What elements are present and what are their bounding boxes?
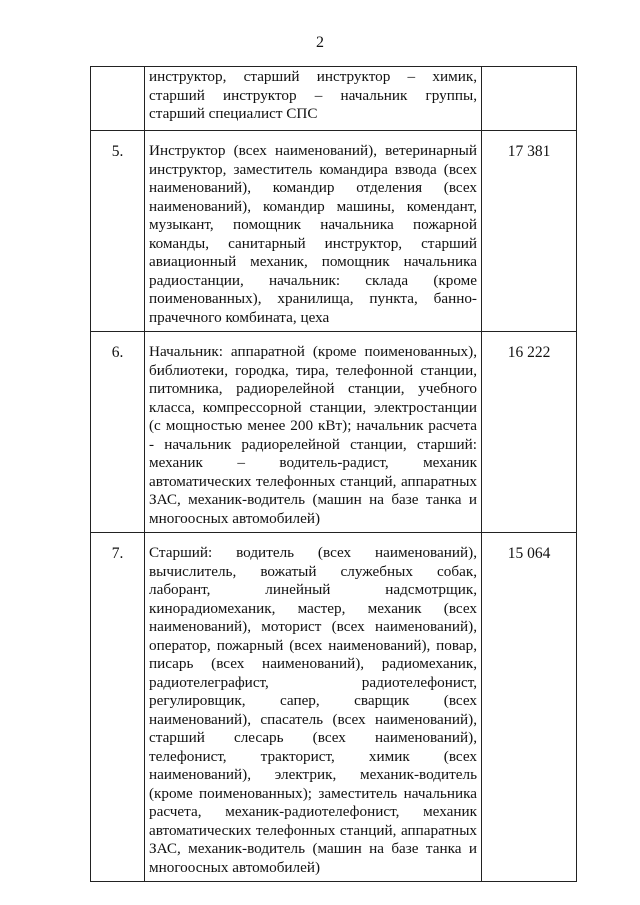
salary-value: 16 222: [482, 332, 577, 533]
position-description: [145, 533, 482, 882]
position-description: [145, 67, 482, 131]
salary-value: 17 381: [482, 131, 577, 332]
position-description: [145, 332, 482, 533]
salary-value: 15 064: [482, 533, 577, 882]
row-number: 6.: [91, 332, 145, 533]
description-text: инструктор, старший инструктор – химик, старший инструктор – начальник группы, старший специалист СПС: [149, 68, 477, 122]
description-text: Инструктор (всех наименований), ветеринарный инструктор, заместитель командира взвода (всех наименований), командир отделения (всех наименований), командир машины, комендант, музыкант, помощник начальника пожарной команды, санитарный инструктор, старший авиационный механик, помощник начальника радиостанции, начальник: склада (кроме поименованных), хранилища, пункта, банно-прачечного комбината, цеха: [149, 142, 477, 326]
description-text: Старший: водитель (всех наименований), вычислитель, вожатый служебных собак, лаборант, линейный надсмотрщик, кинорадиомеханик, мастер, механик (всех наименований), моторист (всех наименований), оператор, пожарный (всех наименований), повар, писарь (всех наименований), радиомеханик, радиотелеграфист, радиотелефонист, регулировщик, сапер, сварщик (всех наименований), спасатель (всех наименований), старший слесарь (всех наименований), телефонист, тракторист, химик (всех наименований), электрик, механик-водитель (кроме поименованных); заместитель начальника расчета, механик-радиотелефонист, механик автоматических телефонных станций, аппаратных ЗАС, механик-водитель (машин на базе танка и многоосных автомобилей): [149, 544, 477, 876]
row-number: 7.: [91, 533, 145, 882]
description-text: Начальник: аппаратной (кроме поименованных), библиотеки, городка, тира, телефонной станции, питомника, радиорелейной станции, учебного класса, компрессорной станции, электростанции (с мощностью менее 200 кВт); начальник расчета - начальник радиорелейной станции, старший: механик – водитель-радист, механик автоматических телефонных станций, аппаратных ЗАС, механик-водитель (машин на базе танка и многоосных автомобилей): [149, 343, 477, 527]
salary-value: [482, 67, 577, 131]
row-number: 5.: [91, 131, 145, 332]
row-number: [91, 67, 145, 131]
positions-table: [90, 66, 577, 882]
table-row: [91, 533, 577, 882]
page-number: 2: [316, 34, 324, 51]
table-row: [91, 67, 577, 131]
position-description: [145, 131, 482, 332]
table-row: [91, 332, 577, 533]
table-row: [91, 131, 577, 332]
